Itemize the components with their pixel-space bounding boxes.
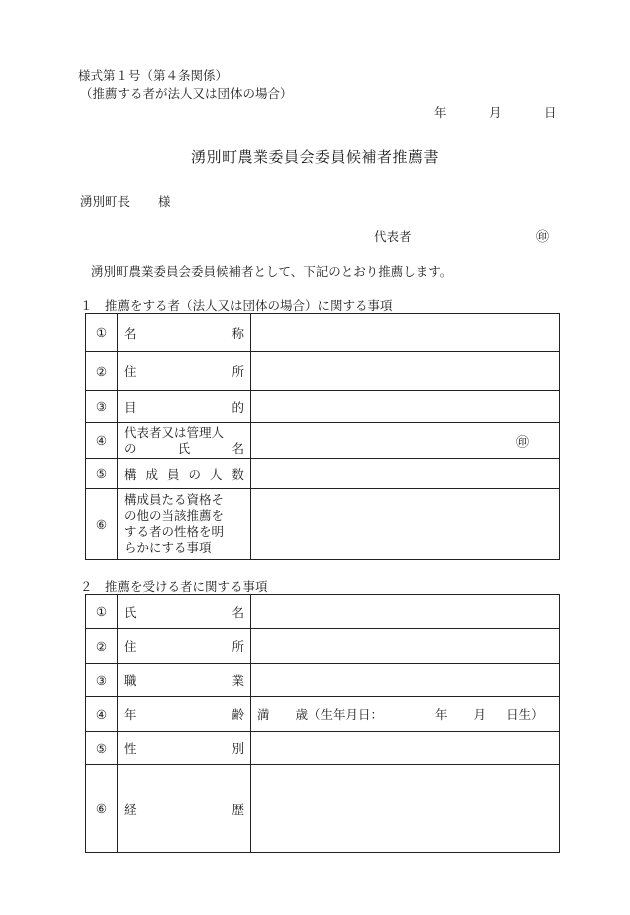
candidate-name-cell[interactable] [251,595,560,629]
form-subtitle: （推薦する者が法人又は団体の場合） [80,86,293,101]
row-label: 構成員たる資格そ の他の当該推薦を する者の性格を明 らかにする事項 [118,489,251,560]
table-row [86,595,560,629]
table-row [86,459,560,489]
addressee-name: 湧別町長 [80,194,131,209]
row-label: 名 称 [118,314,251,352]
table-row [86,629,560,664]
table-row [86,352,560,391]
addressee-honorific: 様 [158,194,171,209]
table-row [86,765,560,853]
birth-year-label: 年 [435,707,448,722]
row-label: 職 業 [118,664,251,697]
candidate-address-cell[interactable] [251,629,560,664]
row-label: 住 所 [118,629,251,664]
candidate-occupation-cell[interactable] [251,664,560,697]
birth-month-label: 月 [473,707,487,722]
table-row [86,423,560,459]
date-month-label: 月 [489,105,502,120]
member-count-cell[interactable] [251,459,560,489]
section2-table [85,594,560,853]
row-number: ② [86,352,118,391]
section1-table [85,313,560,560]
row-label: 年 齢 [118,697,251,732]
row-number: ④ [86,423,118,459]
row-label: 経 歴 [118,765,251,853]
table-row [86,732,560,765]
row-number: ⑤ [86,459,118,489]
age-prefix: 満 [257,707,270,722]
table-row [86,664,560,697]
table-row [86,314,560,352]
row-number: ⑥ [86,765,118,853]
row-number: ① [86,595,118,629]
representative-seal-mark: ㊞ [536,230,550,245]
row-number: ③ [86,664,118,697]
date-year-label: 年 [434,105,447,120]
qualification-cell[interactable] [251,489,560,560]
intro-text: 湧別町農業委員会委員候補者として、下記のとおり推薦します。 [91,264,453,279]
document-title: 湧別町農業委員会委員候補者推薦書 [190,148,439,166]
address-value-cell[interactable] [251,352,560,391]
row-label: 氏 名 [118,595,251,629]
row-label: 住 所 [118,352,251,391]
row-label: 目 的 [118,391,251,423]
name-value-cell[interactable] [251,314,560,352]
row-number: ③ [86,391,118,423]
birth-day-label: 日生） [506,707,544,722]
seal-mark: ㊞ [515,435,529,450]
purpose-value-cell[interactable] [251,391,560,423]
representative-label: 代表者 [374,229,412,244]
date-day-label: 日 [544,105,557,120]
row-label: 性 別 [118,732,251,765]
row-number: ⑤ [86,732,118,765]
table-row [86,489,560,560]
row-number: ⑥ [86,489,118,560]
candidate-gender-cell[interactable] [251,732,560,765]
row-label: 代表者又は管理人 の 氏 名 [118,423,251,459]
section1-heading: １ 推薦をする者（法人又は団体の場合）に関する事項 [80,298,393,313]
candidate-career-cell[interactable] [251,765,560,853]
row-number: ② [86,629,118,664]
candidate-age-cell[interactable] [251,697,560,732]
table-row [86,697,560,732]
row-number: ① [86,314,118,352]
representative-name-cell[interactable] [251,423,560,459]
section2-heading: ２ 推薦を受ける者に関する事項 [80,579,268,594]
row-number: ④ [86,697,118,732]
form-number: 様式第１号（第４条関係） [78,68,229,83]
table-row [86,391,560,423]
age-sai-label: 歳（生年月日： [295,707,384,722]
row-label: 構 成 員 の 人 数 [118,459,251,489]
